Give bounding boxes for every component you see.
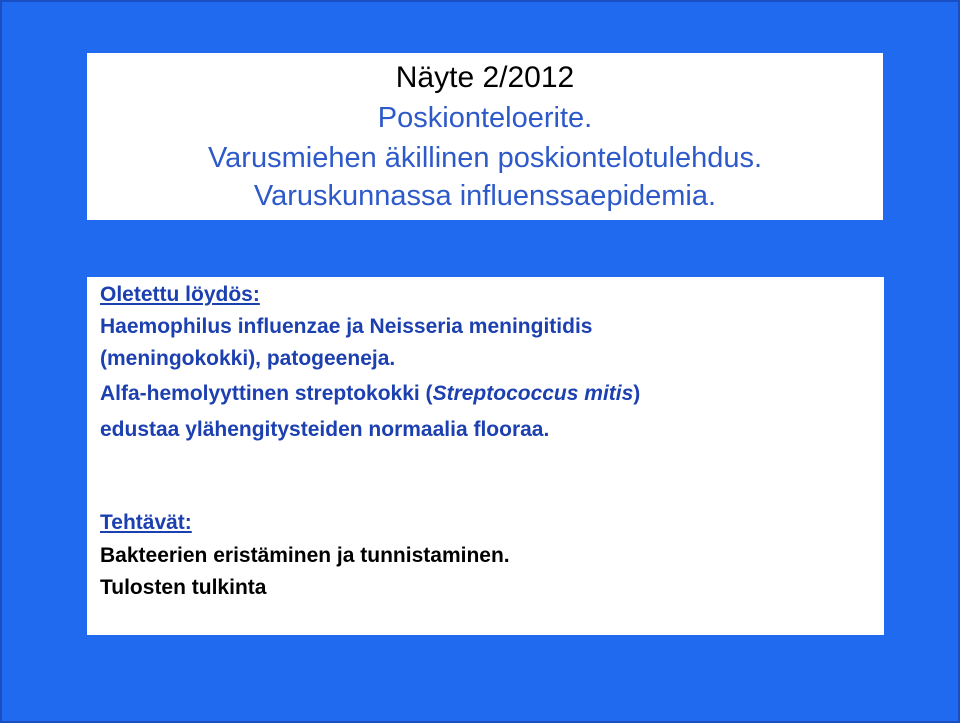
title-panel	[87, 53, 883, 220]
case-context: Varuskunnassa influenssaepidemia.	[253, 180, 717, 212]
findings-heading: Oletettu löydös:	[100, 283, 260, 306]
findings-line-2: (meningokokki), patogeeneja.	[100, 347, 396, 370]
findings-line-3-suffix: )	[633, 382, 641, 405]
sample-type: Poskionteloerite.	[377, 102, 593, 134]
case-description: Varusmiehen äkillinen poskiontelotulehdus.	[207, 142, 763, 174]
task-item-1: Bakteerien eristäminen ja tunnistaminen.	[100, 544, 510, 567]
findings-line-1: Haemophilus influenzae ja Neisseria meningitidis	[100, 315, 593, 338]
findings-line-3	[100, 381, 640, 407]
tasks-heading: Tehtävät:	[100, 511, 192, 534]
findings-line-4: edustaa ylähengitysteiden normaalia flooraa.	[100, 418, 550, 441]
sample-number: Näyte 2/2012	[395, 61, 575, 94]
content-panel	[87, 277, 884, 635]
findings-line-3-prefix: Alfa-hemolyyttinen streptokokki (	[100, 382, 433, 405]
task-item-2: Tulosten tulkinta	[100, 576, 267, 599]
findings-line-3-species: Streptococcus mitis	[432, 382, 634, 405]
